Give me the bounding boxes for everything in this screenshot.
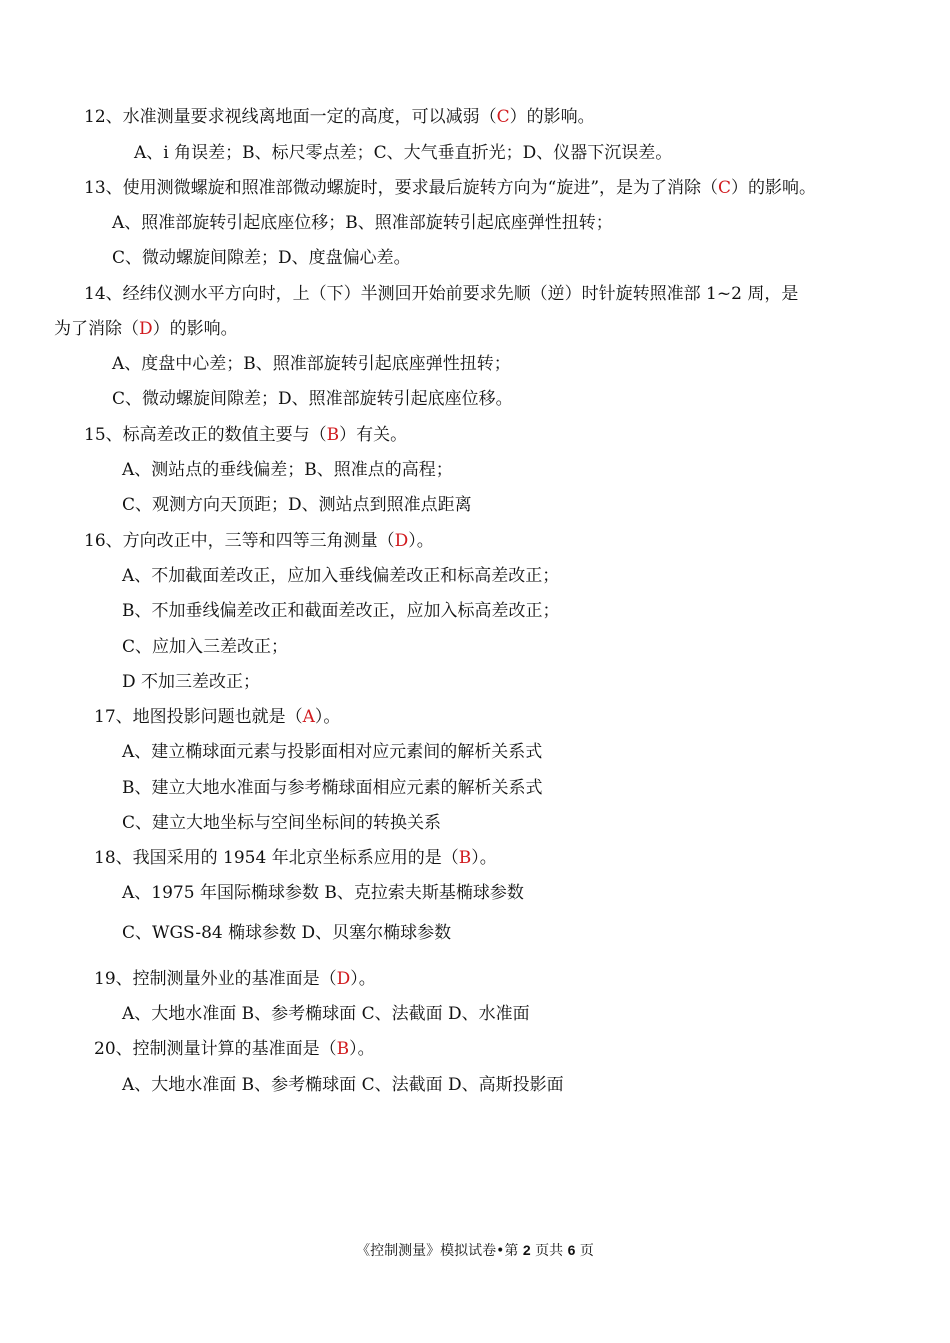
question-text: ）的影响。 bbox=[509, 107, 595, 127]
option-line: A、大地水准面 B、参考椭球面 C、法截面 D、高斯投影面 bbox=[122, 1075, 564, 1095]
option-line: D 不加三差改正； bbox=[122, 672, 261, 692]
footer-text: 页 bbox=[575, 1243, 594, 1259]
answer-letter: B bbox=[326, 425, 340, 445]
question-text: ）。 bbox=[349, 1039, 375, 1059]
question-text: ）有关。 bbox=[339, 425, 408, 445]
question-text: ）。 bbox=[314, 707, 341, 727]
question-text: ）。 bbox=[408, 531, 434, 551]
answer-letter: A bbox=[302, 707, 315, 727]
footer-text: 页共 bbox=[530, 1243, 568, 1259]
option-line: A、照准部旋转引起底座位移；B、照准部旋转引起底座弹性扭转； bbox=[112, 213, 613, 233]
question-text: ）的影响。 bbox=[152, 319, 238, 339]
question-12 bbox=[84, 106, 595, 128]
question-17 bbox=[94, 706, 340, 728]
question-15 bbox=[84, 424, 407, 446]
question-text: 17、地图投影问题也就是（ bbox=[94, 707, 303, 727]
answer-letter: B bbox=[336, 1039, 350, 1059]
question-13 bbox=[84, 177, 816, 199]
answer-letter: B bbox=[458, 848, 472, 868]
question-text: ）。 bbox=[471, 848, 497, 868]
page-footer bbox=[0, 1240, 950, 1261]
question-text: 20、控制测量计算的基准面是（ bbox=[94, 1039, 337, 1059]
answer-letter: C bbox=[718, 178, 732, 198]
option-line: A、建立椭球面元素与投影面相对应元素间的解析关系式 bbox=[122, 742, 543, 762]
option-line: A、i 角误差；B、标尺零点差；C、大气垂直折光；D、仪器下沉误差。 bbox=[134, 143, 673, 163]
option-line: C、微动螺旋间隙差；D、照准部旋转引起底座位移。 bbox=[112, 389, 513, 409]
answer-letter: D bbox=[336, 969, 351, 989]
question-text: ）。 bbox=[350, 969, 376, 989]
question-19 bbox=[94, 968, 376, 990]
question-14-continued bbox=[54, 318, 238, 340]
page-number: 2 bbox=[522, 1242, 531, 1258]
answer-letter: C bbox=[496, 107, 510, 127]
question-text: 18、我国采用的 1954 年北京坐标系应用的是（ bbox=[94, 848, 459, 868]
footer-text: 《控制测量》模拟试卷•第 bbox=[356, 1243, 523, 1259]
answer-letter: D bbox=[394, 531, 409, 551]
option-line: C、观测方向天顶距；D、测站点到照准点距离 bbox=[122, 495, 472, 515]
question-text: 15、标高差改正的数值主要与（ bbox=[84, 425, 327, 445]
option-line: C、建立大地坐标与空间坐标间的转换关系 bbox=[122, 813, 442, 833]
option-line: A、不加截面差改正，应加入垂线偏差改正和标高差改正； bbox=[122, 566, 560, 586]
question-20 bbox=[94, 1038, 375, 1060]
option-line: C、WGS-84 椭球参数 D、贝塞尔椭球参数 bbox=[122, 923, 452, 943]
option-line: A、大地水准面 B、参考椭球面 C、法截面 D、水准面 bbox=[122, 1004, 530, 1024]
question-text: ）的影响。 bbox=[731, 178, 817, 198]
question-18 bbox=[94, 847, 497, 869]
option-line: A、测站点的垂线偏差；B、照准点的高程； bbox=[122, 460, 453, 480]
question-text: 13、使用测微螺旋和照准部微动螺旋时，要求最后旋转方向为“旋进”，是为了消除（ bbox=[84, 178, 719, 198]
option-line: C、微动螺旋间隙差；D、度盘偏心差。 bbox=[112, 248, 411, 268]
option-line: B、建立大地水准面与参考椭球面相应元素的解析关系式 bbox=[122, 778, 543, 798]
question-16 bbox=[84, 530, 434, 552]
question-text: 16、方向改正中，三等和四等三角测量（ bbox=[84, 531, 395, 551]
question-text: 12、水准测量要求视线离地面一定的高度，可以减弱（ bbox=[84, 107, 497, 127]
option-line: A、度盘中心差；B、照准部旋转引起底座弹性扭转； bbox=[112, 354, 511, 374]
page-total: 6 bbox=[567, 1242, 576, 1258]
question-14: 14、经纬仪测水平方向时，上（下）半测回开始前要求先顺（逆）时针旋转照准部 1~2 周，是 bbox=[84, 284, 799, 304]
answer-letter: D bbox=[139, 319, 153, 339]
option-line: B、不加垂线偏差改正和截面差改正，应加入标高差改正； bbox=[122, 601, 560, 621]
question-text: 为了消除（ bbox=[54, 319, 139, 339]
question-text: 19、控制测量外业的基准面是（ bbox=[94, 969, 337, 989]
option-line: A、1975 年国际椭球参数 B、克拉索夫斯基椭球参数 bbox=[122, 883, 524, 903]
option-line: C、应加入三差改正； bbox=[122, 637, 289, 657]
